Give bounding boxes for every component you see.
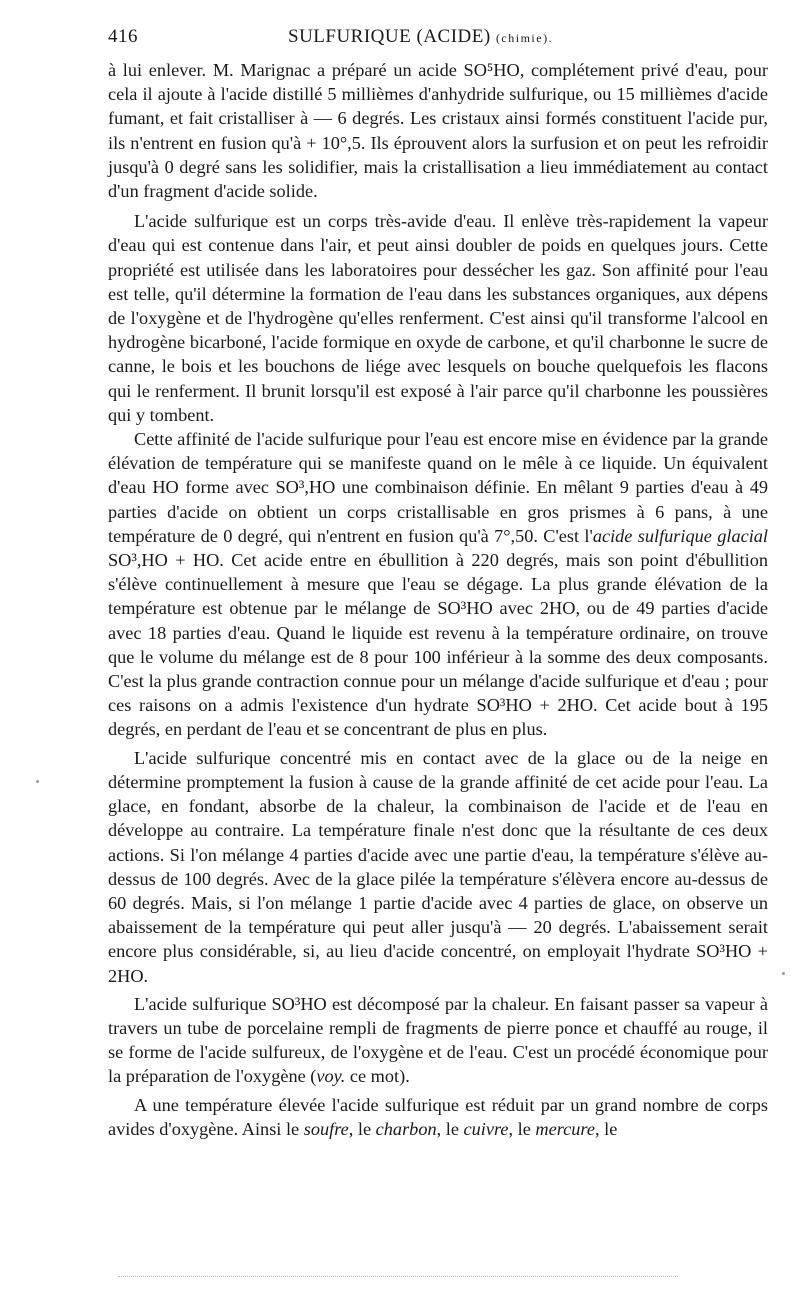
paragraph-3 — [108, 427, 768, 742]
cross-reference-voy: voy. — [316, 1066, 346, 1087]
term-cuivre: cuivre — [463, 1118, 509, 1139]
page-header — [108, 22, 768, 52]
running-title-section: (chimie). — [495, 31, 554, 45]
paragraph-5-text-a: L'acide sulfurique SO³HO est décomposé par la chaleur. En faisant passer sa vapeur à travers un tube de porcelaine rempli de fragments de pierre ponce et chauffé au rouge, il se forme de l'acide sulfureux, de l'oxygène et de l'eau. C'est un procédé économique pour la préparation de l'oxygène ( — [108, 993, 768, 1087]
paragraph-6 — [108, 1093, 768, 1141]
paragraph-1: à lui enlever. M. Marignac a préparé un acide SO⁵HO, complétement privé d'eau, pour cela il ajoute à l'acide distillé 5 millièmes d'anhydride sulfurique, ou 15 millièmes d'acide fumant, et fait cristalliser à — 6 degrés. Les cristaux ainsi formés constituent l'acide pur, ils n'entrent en fusion qu'à + 10°,5. Ils éprouvent alors la surfusion et on peut les refroidir jusqu'à 0 degré sans les solidifier, mais la cristallisation a lieu immédiatement au contact d'un fragment d'acide solide. — [108, 60, 768, 202]
footer-rule — [118, 1276, 678, 1277]
term-acide-sulfurique-glacial: acide sulfurique glacial — [592, 525, 768, 546]
paragraph-5-text-b: ce mot). — [345, 1066, 410, 1087]
margin-speck-left — [36, 780, 39, 783]
page-number: 416 — [108, 26, 138, 47]
term-soufre: soufre — [303, 1118, 349, 1139]
paragraph-3-text-a: Cette affinité de l'acide sulfurique pour l'eau est encore mise en évidence par la grande élévation de température qui se manifeste quand on le mêle à ce liquide. Un équivalent d'eau HO forme avec SO³,HO une combinaison définie. En mêlant 9 parties d'eau à 49 parties d'acide on obtient un corps cristallisable en gros prismes à 6 pans, à une température de 0 degré, qui n'entrent en fusion qu'à 7°,50. C'est l' — [108, 429, 768, 546]
separator-2: , le — [436, 1118, 464, 1139]
paragraph-6-text-end: , le — [594, 1118, 618, 1139]
margin-speck-right — [782, 972, 785, 975]
paragraph-2: L'acide sulfurique est un corps très-avide d'eau. Il enlève très-rapidement la vapeur d'eau qui est contenue dans l'air, et peut ainsi doubler de poids en quelques jours. Cette propriété est utilisée dans les laboratoires pour dessécher les gaz. Son affinité pour l'eau est telle, qu'il détermine la formation de l'eau dans les substances organiques, aux dépens de l'oxygène et de l'hydrogène qu'elles renferment. C'est ainsi qu'il transforme l'alcool en hydrogène bicarboné, l'acide formique en oxyde de carbone, et qu'il charbonne le sucre de canne, le bois et les bouchons de liége avec lesquels on bouche quelquefois les flacons qui le renferment. Il brunit lorsqu'il est exposé à l'air parce qu'il charbonne les poussières qui y tombent. — [108, 211, 768, 425]
paragraph-3-text-b: SO³,HO + HO. Cet acide entre en ébullition à 220 degrés, mais son point d'ébullition s'élève continuellement à mesure que l'eau se dégage. La plus grande élévation de la température est obtenue par le mélange de SO³HO avec 2HO, ou de 49 parties d'acide avec 18 parties d'eau. Quand le liquide est revenu à la température ordinaire, on trouve que le volume du mélange est de 8 pour 100 inférieur à la somme des deux composants. C'est la plus grande contraction connue pour un mélange d'acide sulfurique et d'eau ; pour ces raisons on a admis l'existence d'un hydrate SO³HO + 2HO. Cet acide bout à 195 degrés, en perdant de l'eau et se concentrant de plus en plus. — [108, 550, 768, 740]
running-title — [288, 26, 553, 48]
separator-1: , le — [348, 1118, 376, 1139]
term-charbon: charbon — [375, 1118, 437, 1139]
paragraph-5 — [108, 992, 768, 1089]
separator-3: , le — [508, 1118, 536, 1139]
paragraph-6-text-a: A une température élevée l'acide sulfurique est réduit par un grand nombre de corps avides d'oxygène. Ainsi le — [108, 1094, 768, 1139]
body-text — [108, 58, 768, 1141]
running-title-main: SULFURIQUE (ACIDE) — [288, 26, 491, 47]
paragraph-4: L'acide sulfurique concentré mis en contact avec de la glace ou de la neige en détermine promptement la fusion à cause de la grande affinité de cet acide pour l'eau. La glace, en fondant, absorbe de la chaleur, la combinaison de l'acide et de l'eau en développe au contraire. La température finale n'est donc que la résultante de ces deux actions. Si l'on mélange 4 parties d'acide avec une partie d'eau, la température s'élève au-dessus de 100 degrés. Avec de la glace pilée la température s'élèvera encore au-dessus de 60 degrés. Mais, si l'on mélange 1 partie d'acide avec 4 parties de glace, on observe un abaissement de la température qui peut aller jusqu'à — 20 degrés. L'abaissement serait encore plus considérable, si, au lieu d'acide concentré, on employait l'hydrate SO³HO + 2HO. — [108, 747, 768, 986]
term-mercure: mercure — [535, 1118, 595, 1139]
